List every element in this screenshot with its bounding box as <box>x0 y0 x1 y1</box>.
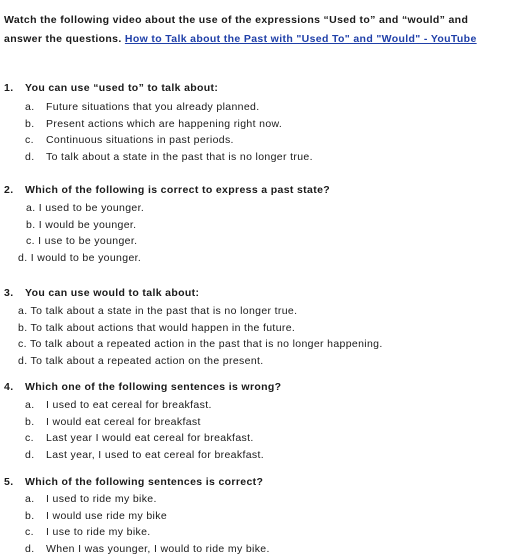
answer-option-d[interactable]: d. Last year, I used to eat cereal for breakfast. <box>25 448 265 461</box>
answer-option-a[interactable]: a. Future situations that you already planned. <box>25 101 260 113</box>
answer-option-c[interactable]: c. Last year I would eat cereal for breakfast. <box>25 432 254 445</box>
question-text: Which of the following is correct to express a past state? <box>25 184 331 196</box>
youtube-video-link[interactable]: How to Talk about the Past with "Used To" and "Would" - YouTube <box>124 33 477 45</box>
question-text: Which of the following sentences is correct? <box>25 476 264 488</box>
question-text: You can use would to talk about: <box>25 287 200 299</box>
answer-option-c[interactable]: c. Continuous situations in past periods. <box>25 134 234 147</box>
question-number: 3. <box>4 287 14 299</box>
question-4 <box>4 379 502 463</box>
instructions <box>4 11 502 49</box>
question-5-prompt <box>4 474 502 491</box>
question-number: 4. <box>4 381 14 393</box>
answer-option-d[interactable]: d. To talk about a repeated action on the present. <box>18 354 264 367</box>
answer-option-b[interactable]: b. I would use ride my bike <box>25 509 168 522</box>
instructions-text: Watch the following video about the use of the expressions “Used to” and “would” and answer the questions. <box>4 14 469 45</box>
question-2-prompt <box>4 182 502 199</box>
question-text: You can use “used to” to talk about: <box>25 82 219 94</box>
answer-option-a[interactable]: a. I used to ride my bike. <box>25 493 157 505</box>
answer-option-c[interactable]: c. I use to ride my bike. <box>25 526 151 539</box>
answer-option-b[interactable]: b. To talk about actions that would happen in the future. <box>18 321 296 334</box>
question-1-prompt <box>4 80 502 97</box>
answer-option-d[interactable]: d. I would to be younger. <box>18 251 142 264</box>
question-5 <box>4 474 502 557</box>
question-number: 2. <box>4 184 14 196</box>
answer-option-d[interactable]: d. To talk about a state in the past that is no longer true. <box>25 150 313 163</box>
question-3-prompt <box>4 285 502 302</box>
question-1 <box>4 80 502 165</box>
answer-option-b[interactable]: b. I would eat cereal for breakfast <box>25 415 201 428</box>
answer-option-b[interactable]: b. Present actions which are happening right now. <box>25 117 283 130</box>
question-2 <box>4 182 502 266</box>
answer-option-b[interactable]: b. I would be younger. <box>26 218 137 231</box>
answer-option-a[interactable]: a. I used to be younger. <box>26 202 145 214</box>
answer-option-c[interactable]: c. I use to be younger. <box>26 235 138 248</box>
question-text: Which one of the following sentences is wrong? <box>25 381 282 393</box>
answer-option-a[interactable]: a. To talk about a state in the past that is no longer true. <box>18 305 298 317</box>
answer-option-c[interactable]: c. To talk about a repeated action in the past that is no longer happening. <box>18 338 383 351</box>
question-number: 5. <box>4 476 14 488</box>
question-3 <box>4 285 502 369</box>
question-4-prompt <box>4 379 502 396</box>
answer-option-a[interactable]: a. I used to eat cereal for breakfast. <box>25 399 212 411</box>
question-number: 1. <box>4 82 14 94</box>
answer-option-d[interactable]: d. When I was younger, I would to ride my bike. <box>25 542 270 555</box>
